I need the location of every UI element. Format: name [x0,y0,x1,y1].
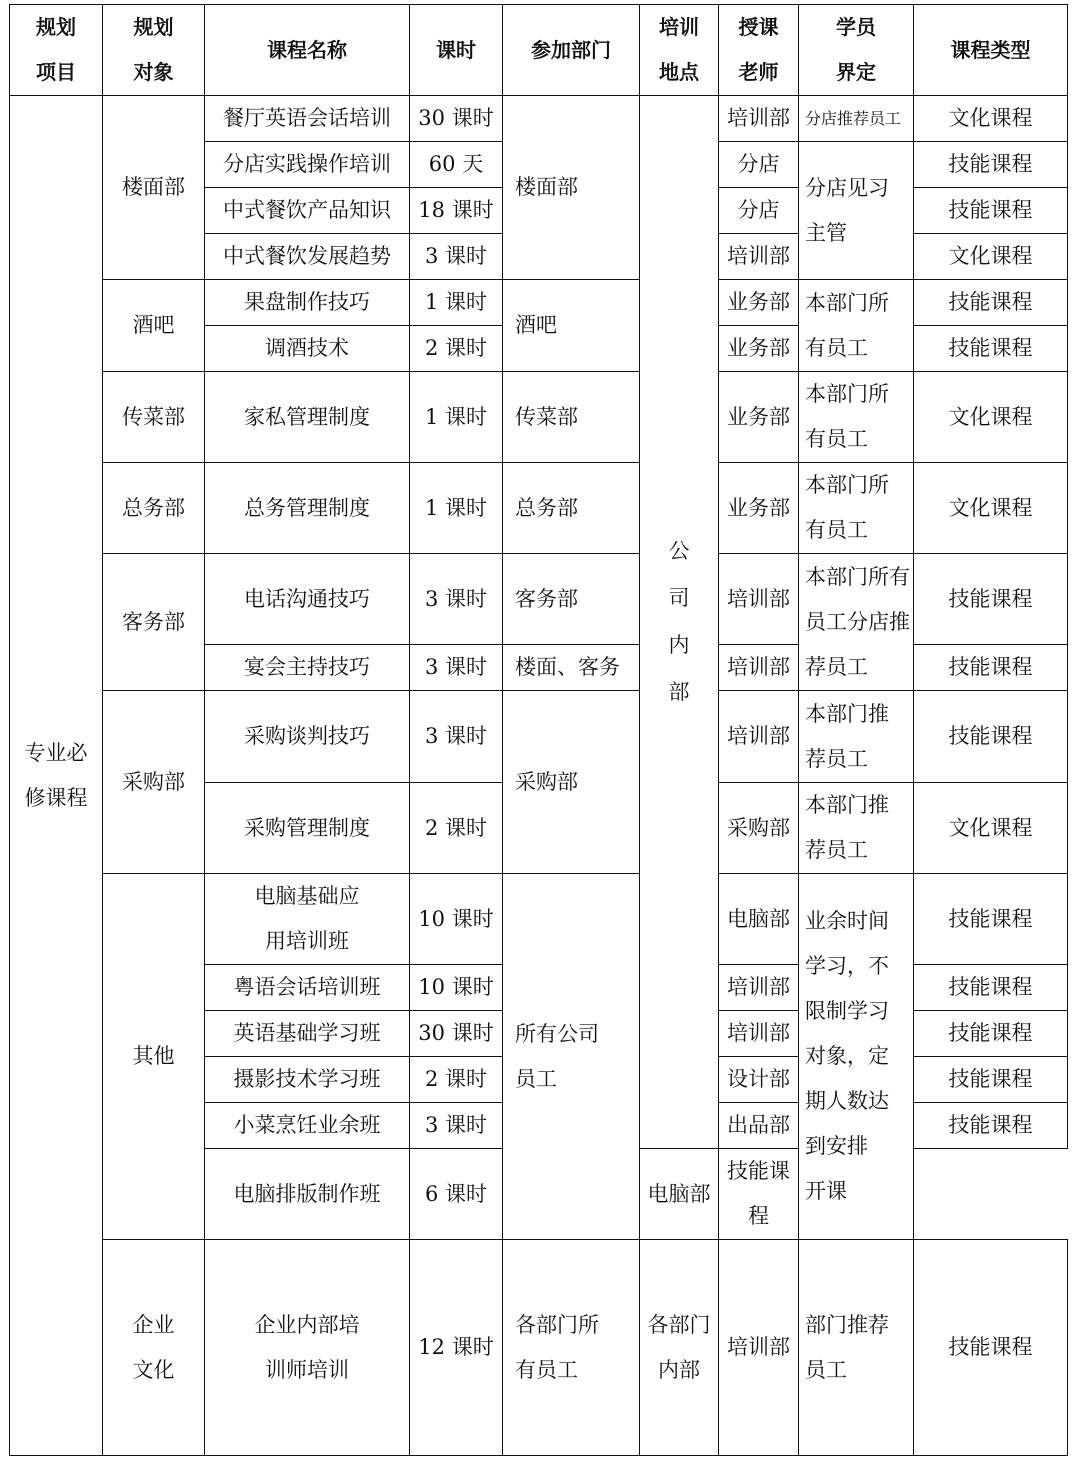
training-plan-table [9,4,1068,1456]
type-cell: 文化课程 [914,463,1068,554]
trainee-cell: 业余时间 学习，不 限制学习 对象，定 期人数达 到安排 开课 [799,874,914,1240]
course-cell: 采购管理制度 [205,783,410,874]
hours-cell: 6 课时 [410,1149,503,1240]
hours-cell: 3 课时 [410,1103,503,1149]
target-cell: 总务部 [103,463,205,554]
type-cell: 技能课程 [914,874,1068,965]
location-char: 公 [668,539,690,563]
table-row [10,280,1068,326]
location-cell [640,96,719,1149]
dept-cell: 所有公司 员工 [503,874,640,1240]
table-row [10,874,1068,965]
type-cell: 文化课程 [914,783,1068,874]
course-cell: 摄影技术学习班 [205,1057,410,1103]
plan-item-cell: 专业必 修课程 [10,96,103,1456]
course-cell: 中式餐饮发展趋势 [205,234,410,280]
type-cell: 技能课程 [914,691,1068,783]
teacher-cell: 培训部 [719,1240,799,1456]
course-cell: 总务管理制度 [205,463,410,554]
hours-cell: 3 课时 [410,691,503,783]
teacher-cell: 培训部 [719,691,799,783]
hours-cell: 2 课时 [410,326,503,372]
table-row [10,691,1068,783]
header-plan-target: 规划 对象 [103,5,205,96]
trainee-cell: 本部门推 荐员工 [799,783,914,874]
header-row [10,5,1068,96]
table-row [10,463,1068,554]
hours-cell: 3 课时 [410,645,503,691]
dept-cell: 传菜部 [503,372,640,463]
dept-cell: 酒吧 [503,280,640,372]
hours-cell: 1 课时 [410,280,503,326]
teacher-cell: 业务部 [719,372,799,463]
hours-cell: 1 课时 [410,372,503,463]
hours-cell: 3 课时 [410,554,503,645]
trainee-cell: 本部门所 有员工 [799,463,914,554]
teacher-cell: 电脑部 [719,874,799,965]
dept-cell: 总务部 [503,463,640,554]
teacher-cell: 分店 [719,142,799,188]
hours-cell: 10 课时 [410,874,503,965]
header-plan-item: 规划 项目 [10,5,103,96]
hours-cell: 2 课时 [410,1057,503,1103]
target-cell: 采购部 [103,691,205,874]
hours-cell: 2 课时 [410,783,503,874]
table-row [10,554,1068,645]
table-row [10,1240,1068,1456]
location-cell: 各部门 内部 [640,1240,719,1456]
course-cell: 调酒技术 [205,326,410,372]
course-cell: 电脑基础应 用培训班 [205,874,410,965]
type-cell: 技能课程 [914,1103,1068,1149]
course-cell: 小菜烹饪业余班 [205,1103,410,1149]
course-cell: 分店实践操作培训 [205,142,410,188]
teacher-cell: 培训部 [719,96,799,142]
course-cell: 企业内部培 训师培训 [205,1240,410,1456]
target-cell: 酒吧 [103,280,205,372]
type-cell: 技能课程 [914,965,1068,1011]
header-course-type: 课程类型 [914,5,1068,96]
dept-cell: 客务部 [503,554,640,645]
dept-cell: 楼面、客务 [503,645,640,691]
hours-cell: 3 课时 [410,234,503,280]
table-row [10,372,1068,463]
hours-cell: 30 课时 [410,1011,503,1057]
course-cell: 电脑排版制作班 [205,1149,410,1240]
type-cell: 技能课程 [914,1011,1068,1057]
course-cell: 中式餐饮产品知识 [205,188,410,234]
teacher-cell: 设计部 [719,1057,799,1103]
teacher-cell: 培训部 [719,234,799,280]
dept-cell: 各部门所 有员工 [503,1240,640,1456]
target-cell: 企业 文化 [103,1240,205,1456]
hours-cell: 30 课时 [410,96,503,142]
location-char: 内 [668,633,690,657]
type-cell: 技能课程 [719,1149,799,1240]
type-cell: 技能课程 [914,280,1068,326]
target-cell: 其他 [103,874,205,1240]
type-cell: 技能课程 [914,645,1068,691]
type-cell: 技能课程 [914,1057,1068,1103]
course-cell: 电话沟通技巧 [205,554,410,645]
type-cell: 技能课程 [914,1240,1068,1456]
type-cell: 技能课程 [914,188,1068,234]
course-cell: 英语基础学习班 [205,1011,410,1057]
teacher-cell: 培训部 [719,645,799,691]
type-cell: 文化课程 [914,96,1068,142]
course-cell: 宴会主持技巧 [205,645,410,691]
header-trainee: 学员 界定 [799,5,914,96]
trainee-cell: 部门推荐 员工 [799,1240,914,1456]
header-course-name: 课程名称 [205,5,410,96]
hours-cell: 12 课时 [410,1240,503,1456]
course-cell: 果盘制作技巧 [205,280,410,326]
target-cell: 楼面部 [103,96,205,280]
course-cell: 粤语会话培训班 [205,965,410,1011]
trainee-cell: 本部门所 有员工 [799,280,914,372]
trainee-cell: 本部门所有 员工分店推 荐员工 [799,554,914,691]
type-cell: 技能课程 [914,554,1068,645]
teacher-cell: 出品部 [719,1103,799,1149]
teacher-cell: 培训部 [719,965,799,1011]
location-char: 司 [668,586,690,610]
dept-cell: 采购部 [503,691,640,874]
target-cell: 客务部 [103,554,205,691]
teacher-cell: 采购部 [719,783,799,874]
teacher-cell: 培训部 [719,1011,799,1057]
trainee-cell: 本部门推 荐员工 [799,691,914,783]
header-location: 培训 地点 [640,5,719,96]
header-hours: 课时 [410,5,503,96]
trainee-cell: 分店推荐员工 [799,96,914,142]
hours-cell: 1 课时 [410,463,503,554]
hours-cell: 10 课时 [410,965,503,1011]
trainee-cell: 分店见习 主管 [799,142,914,280]
table-row [10,96,1068,142]
type-cell: 技能课程 [914,326,1068,372]
hours-cell: 60 天 [410,142,503,188]
course-cell: 餐厅英语会话培训 [205,96,410,142]
teacher-cell: 业务部 [719,326,799,372]
course-cell: 采购谈判技巧 [205,691,410,783]
teacher-cell: 业务部 [719,280,799,326]
trainee-cell: 本部门所 有员工 [799,372,914,463]
header-departments: 参加部门 [503,5,640,96]
location-char: 部 [668,680,690,704]
dept-cell: 楼面部 [503,96,640,280]
type-cell: 文化课程 [914,234,1068,280]
type-cell: 文化课程 [914,372,1068,463]
teacher-cell: 培训部 [719,554,799,645]
hours-cell: 18 课时 [410,188,503,234]
type-cell: 技能课程 [914,142,1068,188]
header-teacher: 授课 老师 [719,5,799,96]
teacher-cell: 业务部 [719,463,799,554]
teacher-cell: 电脑部 [640,1149,719,1240]
teacher-cell: 分店 [719,188,799,234]
target-cell: 传菜部 [103,372,205,463]
course-cell: 家私管理制度 [205,372,410,463]
